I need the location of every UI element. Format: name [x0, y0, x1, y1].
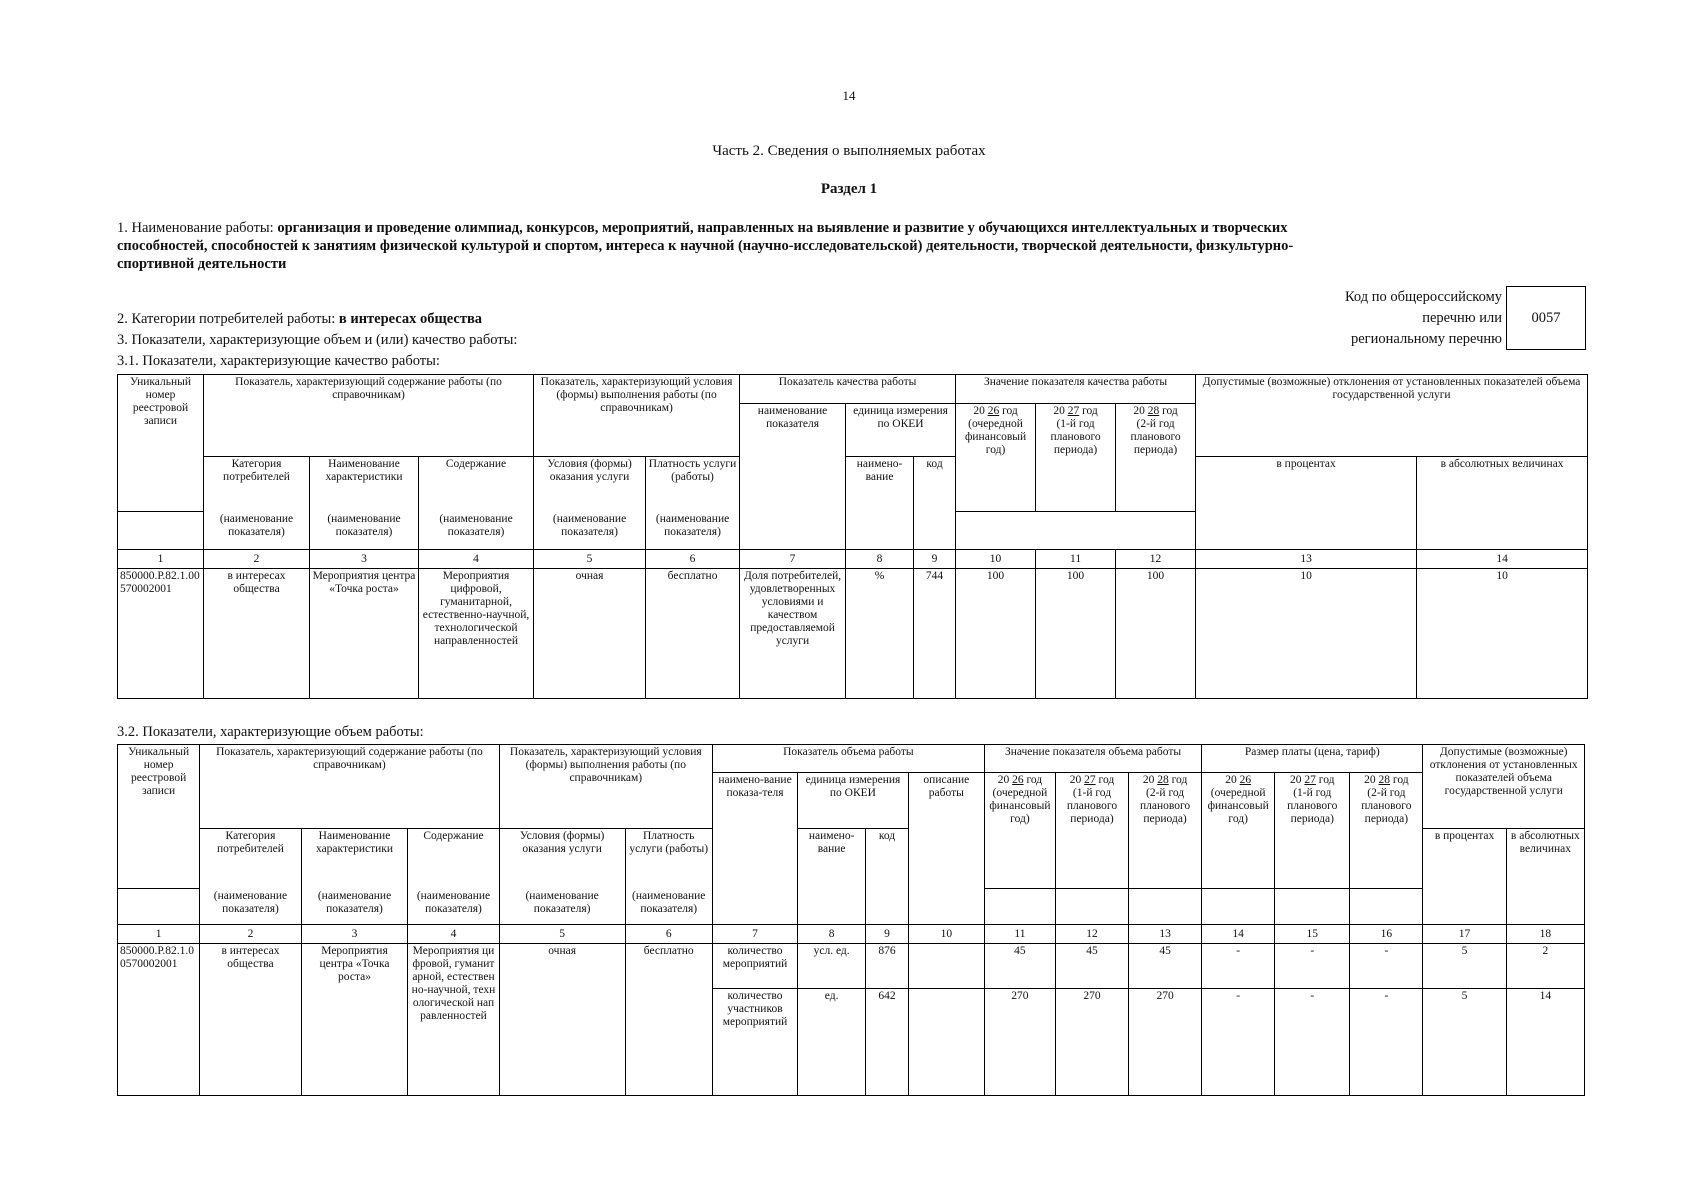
- cell-value-3: 45: [1129, 944, 1202, 989]
- column-number: 15: [1275, 925, 1350, 944]
- header-spacer: [118, 889, 200, 925]
- header-description: описание работы: [908, 773, 984, 925]
- header-category: Категория потребителей: [200, 829, 302, 889]
- header-year-3: 20 28 год (2-й год планового периода): [1129, 773, 1202, 889]
- header-sub: (наименование показателя): [646, 512, 740, 550]
- cell-unit: усл. ед.: [798, 944, 866, 989]
- header-deviation: Допустимые (возможные) отклонения от установленных показателей объема государственной услуги: [1423, 745, 1585, 829]
- column-number: 4: [408, 925, 499, 944]
- column-number: 11: [984, 925, 1055, 944]
- cell-value-3: 100: [1116, 569, 1196, 699]
- part-title: Часть 2. Сведения о выполняемых работах: [712, 143, 986, 159]
- header-spacer: [984, 889, 1055, 925]
- header-pct: в процентах: [1196, 457, 1417, 550]
- column-number: 10: [956, 550, 1036, 569]
- column-number: 9: [866, 925, 909, 944]
- header-indicator-name: наимено-вание показа-теля: [712, 773, 797, 925]
- cell-characteristic: Мероприятия центра «Точка роста»: [301, 944, 408, 1096]
- header-contents: Содержание: [419, 457, 534, 512]
- cell-fee-3: -: [1350, 944, 1423, 989]
- header-deviation: Допустимые (возможные) отклонения от установленных показателей объема государственной услуги: [1196, 375, 1588, 457]
- header-sub: (наименование показателя): [499, 889, 625, 925]
- column-number: 16: [1350, 925, 1423, 944]
- header-pct: в процентах: [1423, 829, 1506, 925]
- header-fee-year-1: 20 26 (очередной финансовый год): [1202, 773, 1275, 889]
- page-number: 14: [842, 88, 856, 103]
- column-number: 9: [914, 550, 956, 569]
- cell-code: 876: [866, 944, 909, 989]
- column-number: 13: [1196, 550, 1417, 569]
- cell-fee-2: -: [1275, 944, 1350, 989]
- cell-form: очная: [499, 944, 625, 1096]
- cell-fee-3: -: [1350, 989, 1423, 1096]
- header-sub: (наименование показателя): [200, 889, 302, 925]
- cell-value-2: 270: [1055, 989, 1128, 1096]
- cell-unit: %: [846, 569, 914, 699]
- header-unit: единица измерения по ОКЕИ: [846, 404, 956, 457]
- code-label-line: Код по общероссийскому: [1344, 289, 1502, 305]
- cell-indicator: количество мероприятий: [712, 944, 797, 989]
- cell-form: очная: [534, 569, 646, 699]
- column-number: 5: [534, 550, 646, 569]
- header-abs: в абсолютных величинах: [1506, 829, 1584, 925]
- cell-indicator: Доля потребителей, удовлетворенных условиями и качеством предоставляемой услуги: [740, 569, 846, 699]
- cell-value-1: 100: [956, 569, 1036, 699]
- column-number: 11: [1036, 550, 1116, 569]
- header-condition-form: Условия (формы) оказания услуги: [499, 829, 625, 889]
- header-unit-code: код: [866, 829, 909, 925]
- header-year-3: 20 28 год (2-й год планового периода): [1116, 404, 1196, 512]
- column-number: 7: [740, 550, 846, 569]
- cell-value-3: 270: [1129, 989, 1202, 1096]
- header-spacer: [1055, 889, 1128, 925]
- header-characteristic: Наименование характеристики: [301, 829, 408, 889]
- column-number: 2: [200, 925, 302, 944]
- header-category: Категория потребителей: [204, 457, 310, 512]
- header-spacer: [1350, 889, 1423, 925]
- consumers-value: в интересах общества: [338, 311, 483, 327]
- header-contents: Содержание: [408, 829, 499, 889]
- header-value: Значение показателя качества работы: [956, 375, 1196, 404]
- header-content: Показатель, характеризующий содержание работы (по справочникам): [200, 745, 499, 829]
- column-number: 14: [1417, 550, 1588, 569]
- header-sub: (наименование показателя): [419, 512, 534, 550]
- indicators-heading: 3. Показатели, характеризующие объем и (или) качество работы:: [117, 332, 518, 348]
- header-characteristic: Наименование характеристики: [310, 457, 419, 512]
- cell-category: в интересах общества: [204, 569, 310, 699]
- header-year-1: 20 26 год (очередной финансовый год): [956, 404, 1036, 512]
- table-row: [118, 944, 1585, 989]
- code-label: [1240, 287, 1502, 350]
- quality-table: [117, 374, 1588, 699]
- volume-heading: 3.2. Показатели, характеризующие объем работы:: [117, 724, 424, 740]
- header-abs: в абсолютных величинах: [1417, 457, 1588, 550]
- cell-value-1: 45: [984, 944, 1055, 989]
- header-fee-year-2: 20 27 год (1-й год планового периода): [1275, 773, 1350, 889]
- header-year-2: 20 27 год (1-й год планового периода): [1036, 404, 1116, 512]
- column-number: 6: [625, 925, 712, 944]
- cell-payment: бесплатно: [646, 569, 740, 699]
- cell-value-2: 100: [1036, 569, 1116, 699]
- header-sub: (наименование показателя): [310, 512, 419, 550]
- header-quality-indicator: Показатель качества работы: [740, 375, 956, 404]
- cell-value-2: 45: [1055, 944, 1128, 989]
- section-title: Раздел 1: [820, 181, 878, 197]
- header-conditions: Показатель, характеризующий условия (формы) выполнения работы (по справочникам): [499, 745, 712, 829]
- code-value: 0057: [1506, 286, 1586, 350]
- consumers: [117, 311, 482, 328]
- consumers-label: 2. Категории потребителей работы:: [117, 311, 339, 327]
- header-unique: Уникальный номер реестровой записи: [118, 375, 204, 512]
- cell-characteristic: Мероприятия центра «Точка роста»: [310, 569, 419, 699]
- header-unique: Уникальный номер реестровой записи: [118, 745, 200, 889]
- header-spacer: [1275, 889, 1350, 925]
- code-label-line: перечню или: [1422, 310, 1502, 326]
- column-number: 3: [301, 925, 408, 944]
- column-number: 7: [712, 925, 797, 944]
- cell-description: [908, 989, 984, 1096]
- column-number: 14: [1202, 925, 1275, 944]
- column-number: 1: [118, 550, 204, 569]
- header-year-1: 20 26 год (очередной финансовый год): [984, 773, 1055, 889]
- work-name-label: 1. Наименование работы:: [117, 220, 278, 236]
- header-volume-indicator: Показатель объема работы: [712, 745, 984, 773]
- header-condition-form: Условия (формы) оказания услуги: [534, 457, 646, 512]
- quality-heading: 3.1. Показатели, характеризующие качество работы:: [117, 353, 440, 369]
- cell-abs: 14: [1506, 989, 1584, 1096]
- header-sub: (наименование показателя): [625, 889, 712, 925]
- cell-pct: 10: [1196, 569, 1417, 699]
- header-sub: (наименование показателя): [408, 889, 499, 925]
- cell-pct: 5: [1423, 944, 1506, 989]
- column-number: 1: [118, 925, 200, 944]
- column-number: 12: [1116, 550, 1196, 569]
- cell-content: Мероприятия цифровой, гуманитарной, естественно-научной, технологической направленностей: [408, 944, 499, 1096]
- column-number: 8: [846, 550, 914, 569]
- cell-unit: ед.: [798, 989, 866, 1096]
- header-spacer: [1202, 889, 1275, 925]
- cell-unique: 850000.Р.82.1.00570002001: [118, 569, 204, 699]
- header-fee-year-3: 20 28 год (2-й год планового периода): [1350, 773, 1423, 889]
- column-number: 18: [1506, 925, 1584, 944]
- header-payment: Платность услуги (работы): [625, 829, 712, 889]
- header-unit-name: наимено-вание: [846, 457, 914, 550]
- header-unit-name: наимено-вание: [798, 829, 866, 925]
- header-spacer: [118, 512, 204, 550]
- cell-abs: 2: [1506, 944, 1584, 989]
- column-number: 3: [310, 550, 419, 569]
- cell-fee-2: -: [1275, 989, 1350, 1096]
- volume-table: [117, 744, 1585, 1096]
- cell-fee-1: -: [1202, 944, 1275, 989]
- cell-unique: 850000.Р.82.1.00570002001: [118, 944, 200, 1096]
- header-fee: Размер платы (цена, тариф): [1202, 745, 1423, 773]
- header-year-2: 20 27 год (1-й год планового периода): [1055, 773, 1128, 889]
- cell-indicator: количество участников мероприятий: [712, 989, 797, 1096]
- header-unit-code: код: [914, 457, 956, 550]
- cell-content: Мероприятия цифровой, гуманитарной, естественно-научной, технологической направленностей: [419, 569, 534, 699]
- cell-payment: бесплатно: [625, 944, 712, 1096]
- cell-pct: 5: [1423, 989, 1506, 1096]
- header-sub: (наименование показателя): [534, 512, 646, 550]
- column-number: 6: [646, 550, 740, 569]
- column-number: 10: [908, 925, 984, 944]
- column-number: 4: [419, 550, 534, 569]
- header-unit: единица измерения по ОКЕИ: [798, 773, 909, 829]
- code-label-line: региональному перечню: [1350, 331, 1502, 347]
- header-spacer: [1129, 889, 1202, 925]
- cell-category: в интересах общества: [200, 944, 302, 1096]
- cell-code: 744: [914, 569, 956, 699]
- column-number: 5: [499, 925, 625, 944]
- header-sub: (наименование показателя): [301, 889, 408, 925]
- header-value: Значение показателя объема работы: [984, 745, 1201, 773]
- column-number: 8: [798, 925, 866, 944]
- work-name-value: организация и проведение олимпиад, конкурсов, мероприятий, направленных на выявление и развитие у обучающихся интеллектуальных и творческих способностей, способностей к занятиям физической культурой и спортом, интереса к научной (научно-исследовательской) деятельности, творческой деятельности, физкультурно-спортивной деятельности: [117, 220, 1294, 272]
- header-payment: Платность услуги (работы): [646, 457, 740, 512]
- cell-value-1: 270: [984, 989, 1055, 1096]
- work-name: [117, 219, 1297, 273]
- table-row: [118, 569, 1588, 699]
- column-number: 13: [1129, 925, 1202, 944]
- header-conditions: Показатель, характеризующий условия (формы) выполнения работы (по справочникам): [534, 375, 740, 457]
- cell-fee-1: -: [1202, 989, 1275, 1096]
- header-sub: (наименование показателя): [204, 512, 310, 550]
- header-indicator-name: наименование показателя: [740, 404, 846, 550]
- column-number: 2: [204, 550, 310, 569]
- cell-description: [908, 944, 984, 989]
- cell-code: 642: [866, 989, 909, 1096]
- column-number: 12: [1055, 925, 1128, 944]
- header-content: Показатель, характеризующий содержание работы (по справочникам): [204, 375, 534, 457]
- column-number: 17: [1423, 925, 1506, 944]
- cell-abs: 10: [1417, 569, 1588, 699]
